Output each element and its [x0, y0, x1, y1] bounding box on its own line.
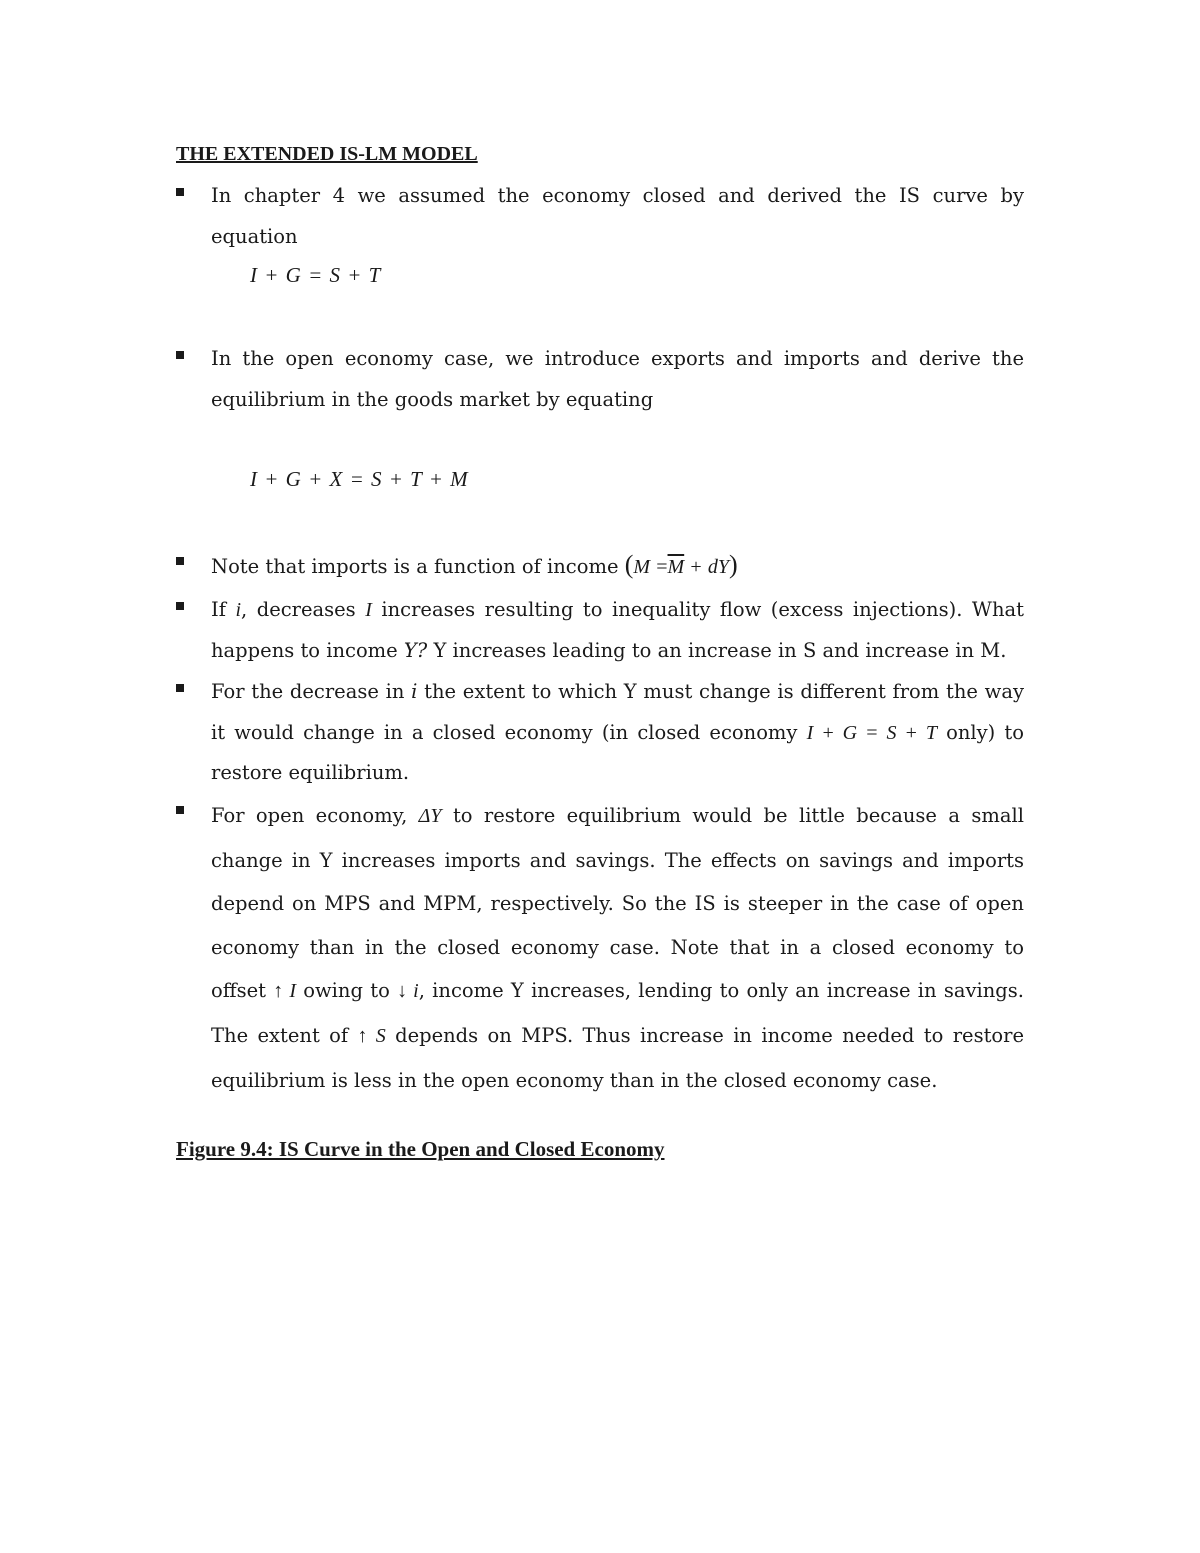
text-part: the extent to which Y must change is different from the way it would change in a closed economy (in closed economy: [211, 680, 1024, 744]
math-plus: +: [690, 556, 702, 578]
figure-caption: Figure 9.4: IS Curve in the Open and Closed Economy: [176, 1137, 665, 1161]
text-part: , decreases: [241, 598, 366, 621]
bullet-text-part: Note that imports is a function of income: [211, 555, 619, 578]
math-up-I: ↑ I: [273, 980, 296, 1003]
bullet-square-icon: [176, 806, 184, 814]
bullet-square-icon: [176, 684, 184, 692]
bullet-text: [211, 672, 1024, 794]
text-part: If: [211, 598, 236, 621]
text-part: Y increases leading to an increase in S and increase in M.: [427, 638, 1007, 662]
math-delta-Y: ΔY: [418, 805, 442, 827]
bullet-text: In the open economy case, we introduce exports and imports and derive the equilibrium in the goods market by equating: [211, 347, 1024, 411]
math-closed-equation: I + G = S + T: [806, 721, 937, 744]
bullet-square-icon: [176, 188, 184, 196]
text-part: depends on MPS. Thus increase in income needed to restore equilibrium is less in the open economy than in the closed economy case.: [211, 1023, 1025, 1092]
math-equals: =: [656, 556, 668, 578]
bullet-text: [211, 794, 1024, 1102]
math-dY: dY: [707, 556, 729, 578]
math-M-bar: $\overline{M}$: [667, 556, 685, 578]
bullet-square-icon: [176, 602, 184, 610]
bullet-square-icon: [176, 557, 184, 565]
bullet-text: [211, 590, 1024, 671]
text-part: owing to: [295, 979, 398, 1003]
math-M: M: [633, 556, 651, 578]
text-part: only) to restore equilibrium.: [211, 720, 1025, 785]
paren-open: (: [624, 550, 634, 579]
bullet-square-icon: [176, 351, 184, 359]
text-part: to restore equilibrium would be little because a small change in Y increases imports and savings. The effects on savings and imports depend on MPS and MPM, respectively. So the IS is steeper in the case of open economy than in the closed economy case. Note that in a closed economy to offset: [211, 804, 1024, 1003]
text-part: For the decrease in: [211, 680, 412, 703]
text-part: For open economy,: [211, 804, 419, 827]
text-part: , income Y increases, lending to only an increase in savings. The extent of: [211, 979, 1024, 1047]
math-i: i: [411, 680, 418, 703]
bullet-text: [211, 545, 1024, 588]
equation-open-economy: I + G + X = S + T + M: [250, 467, 469, 491]
math-i: i: [235, 599, 241, 621]
math-up-S: ↑ S: [357, 1024, 386, 1047]
text-part: increases resulting to inequality flow (excess injections). What happens to income: [211, 598, 1024, 662]
bullet-text: In chapter 4 we assumed the economy closed and derived the IS curve by equation: [211, 184, 1024, 248]
math-down-i: ↓ i: [397, 980, 419, 1003]
paren-close: ): [729, 550, 738, 579]
math-Y-question: Y?: [403, 638, 428, 662]
equation-closed-economy: I + G = S + T: [250, 263, 382, 287]
page-title: THE EXTENDED IS-LM MODEL: [176, 143, 478, 165]
math-I: I: [365, 599, 372, 621]
